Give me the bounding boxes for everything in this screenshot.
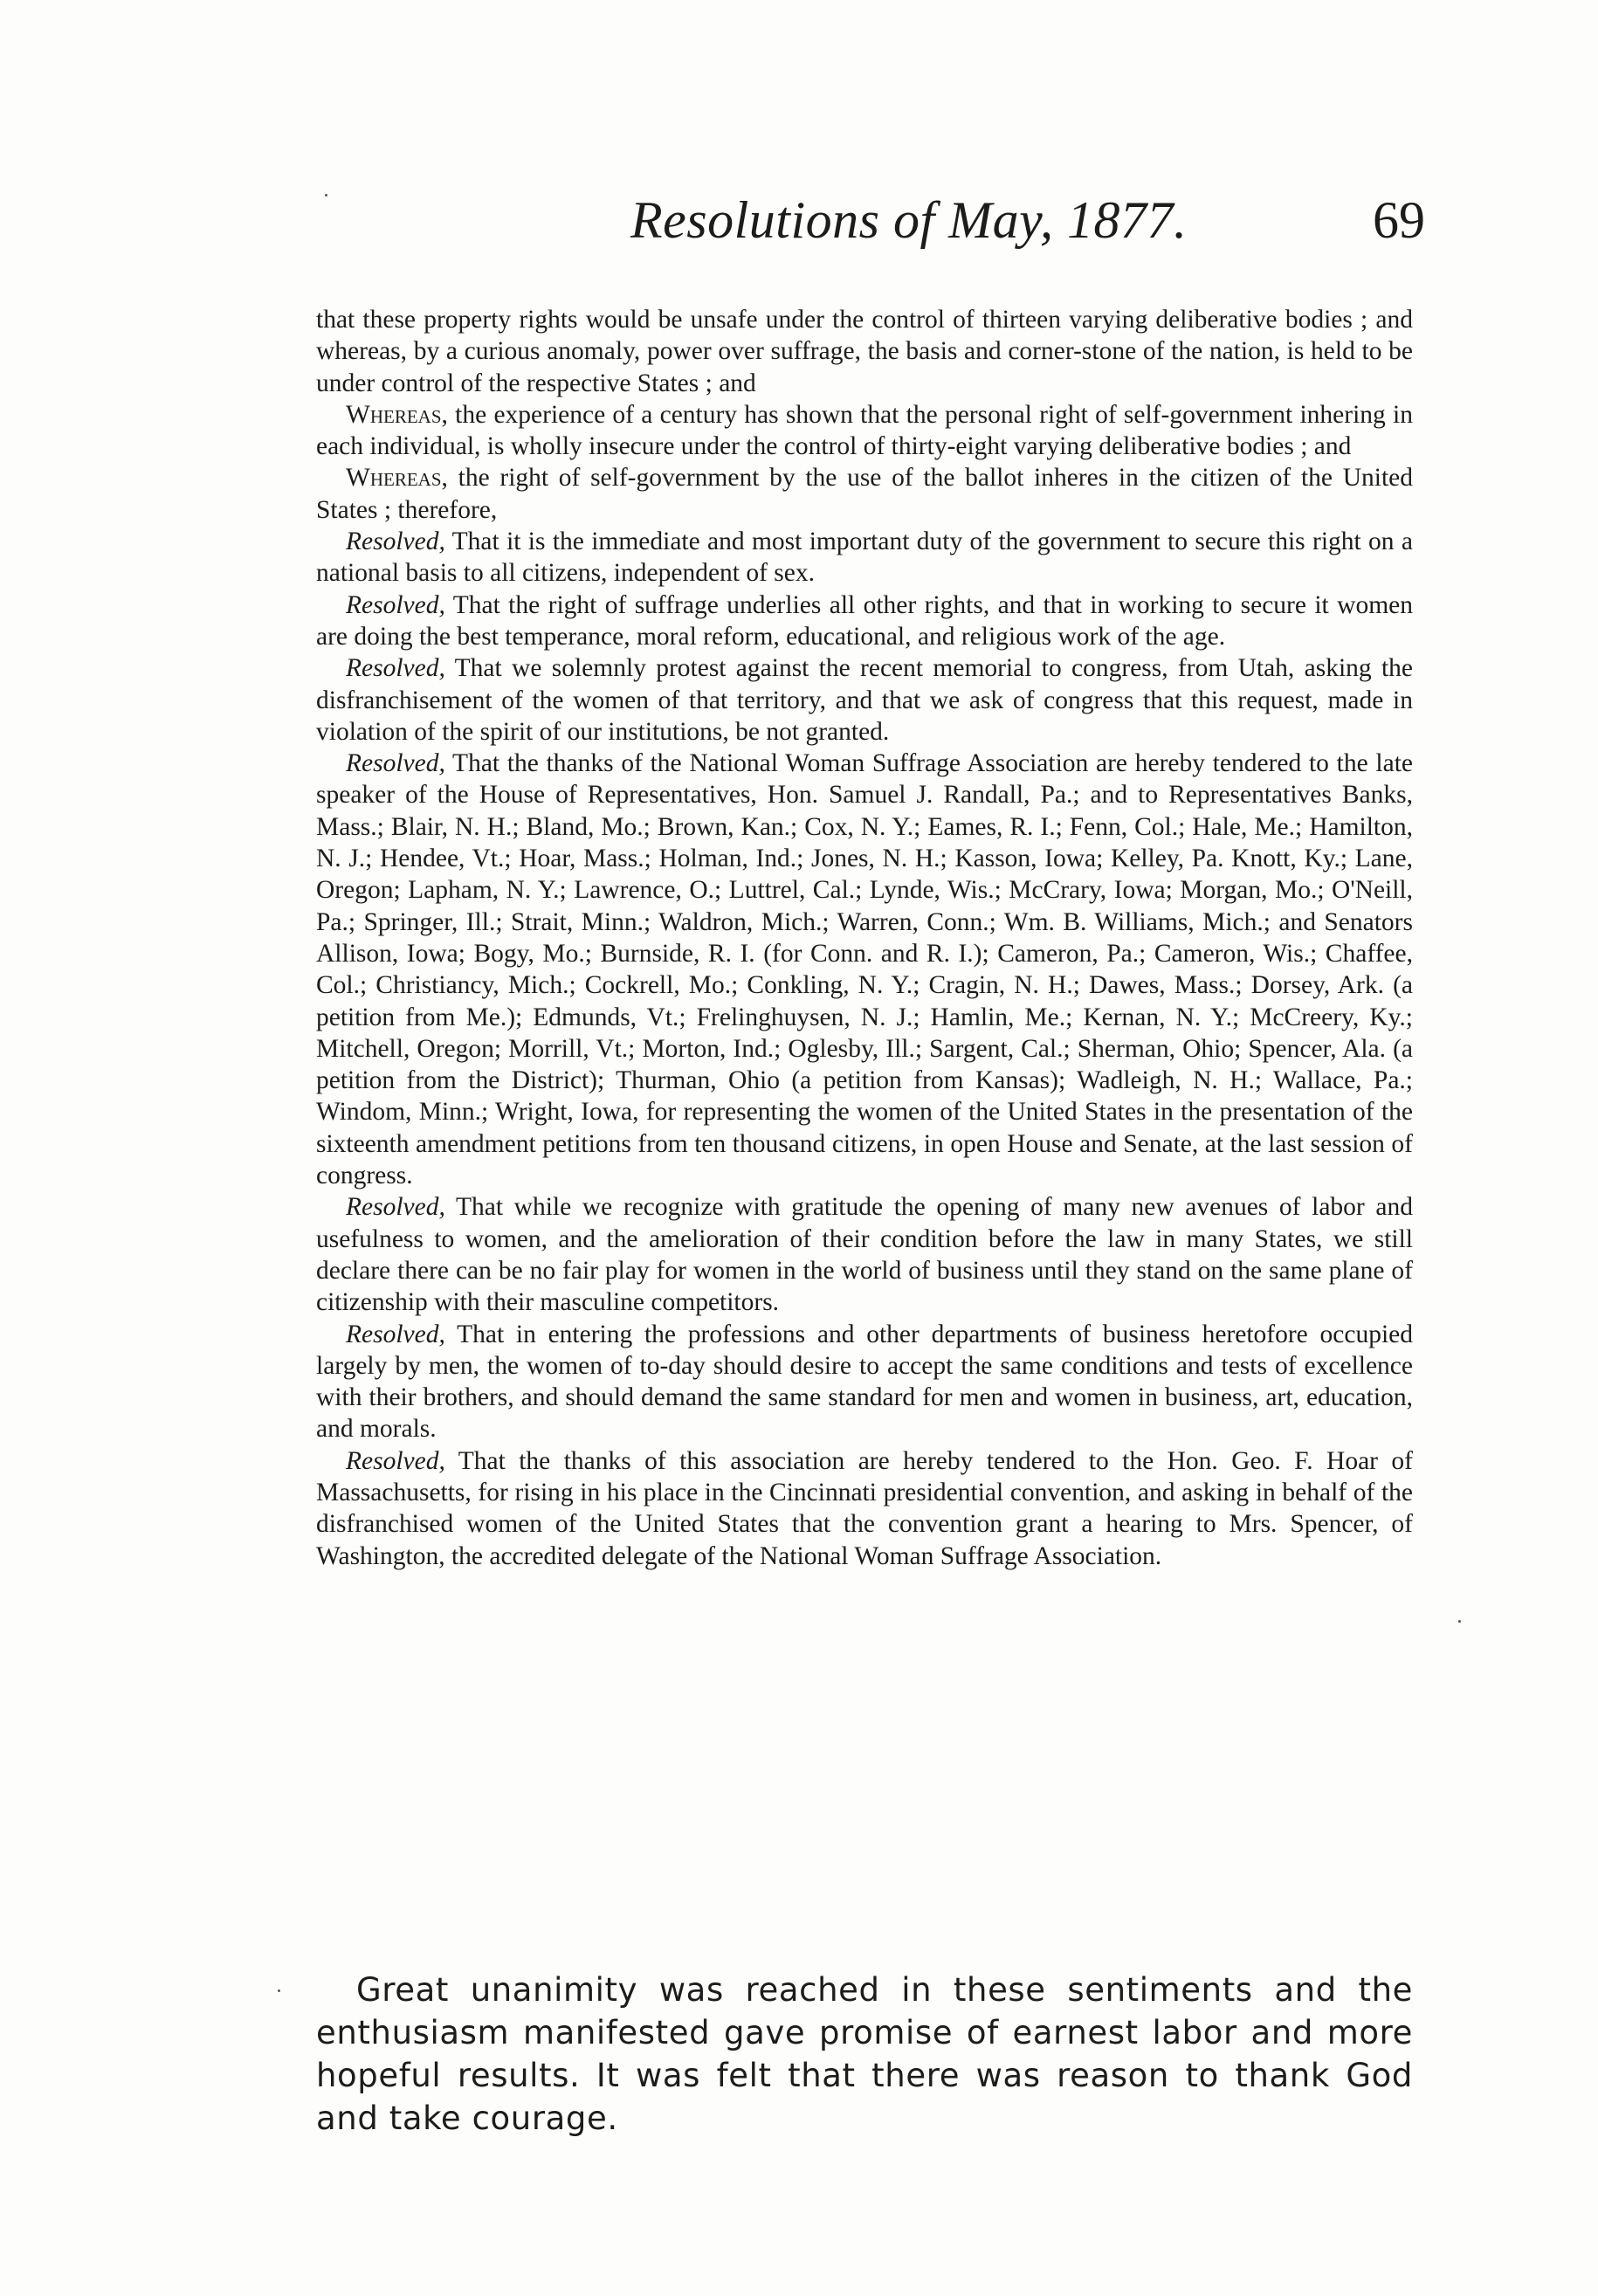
paper-speck <box>278 1989 280 1992</box>
running-title: Resolutions of May, 1877. <box>630 191 1188 249</box>
paragraph-resolved <box>316 526 1413 590</box>
paragraph-resolved <box>316 652 1413 748</box>
paragraph-text: That in entering the professions and other departments of business heretofore occupied largely by men, the women of to-day should desire to accept the same conditions and tests of excellence with their brothers, and should demand the same standard for men and women in business, art, education, and morals. <box>316 1320 1413 1444</box>
paragraph-text: the right of self-government by the use of the ballot inheres in the citizen of the United States ; therefore, <box>316 464 1413 524</box>
paragraph-text: That the thanks of this association are hereby tendered to the Hon. Geo. F. Hoar of Massachusetts, for rising in his place in the Cincinnati presidential convention, and asking in behalf of the disfranchised women of the United States that the convention grant a hearing to Mrs. Spencer, of Washington, the accredited delegate of the National Woman Suffrage Association. <box>316 1446 1413 1570</box>
paragraph-text: the experience of a century has shown that the personal right of self-government inhering in each individual, is wholly insecure under the control of thirty-eight varying deliberative bodies ; and <box>316 400 1413 461</box>
paper-speck <box>325 194 327 197</box>
paragraph-lead: Resolved, <box>346 1446 445 1475</box>
paragraph-text: That the right of suffrage underlies all other rights, and that in working to secure it women are doing the best temperance, moral reform, educational, and religious work of the age. <box>316 590 1413 651</box>
resolutions-text <box>316 304 1413 1572</box>
paragraph-resolved <box>316 748 1413 1191</box>
paragraph-lead: Whereas, <box>346 400 448 429</box>
paragraph-lead: Resolved, <box>346 590 445 619</box>
paragraph-text: That the thanks of the National Woman Suffrage Association are hereby tendered to the late speaker of the House of Representatives, Hon. Samuel J. Randall, Pa.; and to Representatives Banks, Mass.; Blair, N. H.; Bland, Mo.; Brown, Kan.; Cox, N. Y.; Eames, R. I.; Fenn, Col.; Hale, Me.; Hamilton, N. J.; Hendee, Vt.; Hoar, Mass.; Holman, Ind.; Jones, N. H.; Kasson, Iowa; Kelley, Pa. Knott, Ky.; Lane, Oregon; Lapham, N. Y.; Lawrence, O.; Luttrel, Cal.; Lynde, Wis.; McCrary, Iowa; Morgan, Mo.; O'Neill, Pa.; Springer, Ill.; Strait, Minn.; Waldron, Mich.; Warren, Conn.; Wm. B. Williams, Mich.; and Senators Allison, Iowa; Bogy, Mo.; Burnside, R. I. (for Conn. and R. I.); Cameron, Pa.; Cameron, Wis.; Chaffee, Col.; Christiancy, Mich.; Cockrell, Mo.; Conkling, N. Y.; Cragin, N. H.; Dawes, Mass.; Dorsey, Ark. (a petition from Me.); Edmunds, Vt.; Frelinghuysen, N. J.; Hamlin, Me.; Kernan, N. Y.; McCreery, Ky.; Mitchell, Oregon; Morrill, Vt.; Morton, Ind.; Oglesby, Ill.; Sargent, Cal.; Sherman, Ohio; Spencer, Ala. (a petition from the District); Thurman, Ohio (a petition from Kansas); Wadleigh, N. H.; Wallace, Pa.; Windom, Minn.; Wright, Iowa, for representing the women of the United States in the presentation of the sixteenth amendment petitions from ten thousand citizens, in open House and Senate, at the last session of congress. <box>316 749 1413 1190</box>
paragraph-resolved <box>316 1191 1413 1318</box>
paragraph-whereas <box>316 399 1413 463</box>
paragraph-text: That we solemnly protest against the recent memorial to congress, from Utah, asking the disfranchisement of the women of that territory, and that we ask of congress that this request, made in violation of the spirit of our institutions, be not granted. <box>316 654 1413 746</box>
paragraph-lead: Resolved, <box>346 654 445 683</box>
paragraph-resolved <box>316 590 1413 653</box>
paragraph-lead: Whereas, <box>346 464 448 493</box>
page-number: 69 <box>1373 191 1425 249</box>
paragraph-resolved <box>316 1319 1413 1445</box>
paragraph-text: that these property rights would be unsafe under the control of thirteen varying deliberative bodies ; and whereas, by a curious anomaly, power over suffrage, the basis and corner-stone of the nation, is held to be under control of the respective States ; and <box>316 306 1413 397</box>
closing-paragraph: Great unanimity was reached in these sentiments and the enthusiasm manifested gave promise of earnest labor and more hopeful results. It was felt that there was reason to thank God and take courage. <box>316 1971 1413 2137</box>
paper-speck <box>1458 1620 1461 1623</box>
paragraph-lead: Resolved, <box>346 1193 445 1222</box>
paragraph-continuation <box>316 304 1413 399</box>
paragraph-lead: Resolved, <box>346 527 445 556</box>
paragraph-lead: Resolved, <box>346 749 445 778</box>
paragraph-text: That while we recognize with gratitude the opening of many new avenues of labor and usefulness to women, and the amelioration of their condition before the law in many States, we still declare there can be no fair play for women in the world of business until they stand on the same plane of citizenship with their masculine competitors. <box>316 1193 1413 1317</box>
paragraph-text: That it is the immediate and most important duty of the government to secure this right on a national basis to all citizens, independent of sex. <box>316 527 1413 588</box>
page-header <box>316 190 1425 269</box>
paragraph-lead: Resolved, <box>346 1320 445 1348</box>
paragraph-resolved <box>316 1445 1413 1572</box>
paragraph-whereas <box>316 462 1413 526</box>
